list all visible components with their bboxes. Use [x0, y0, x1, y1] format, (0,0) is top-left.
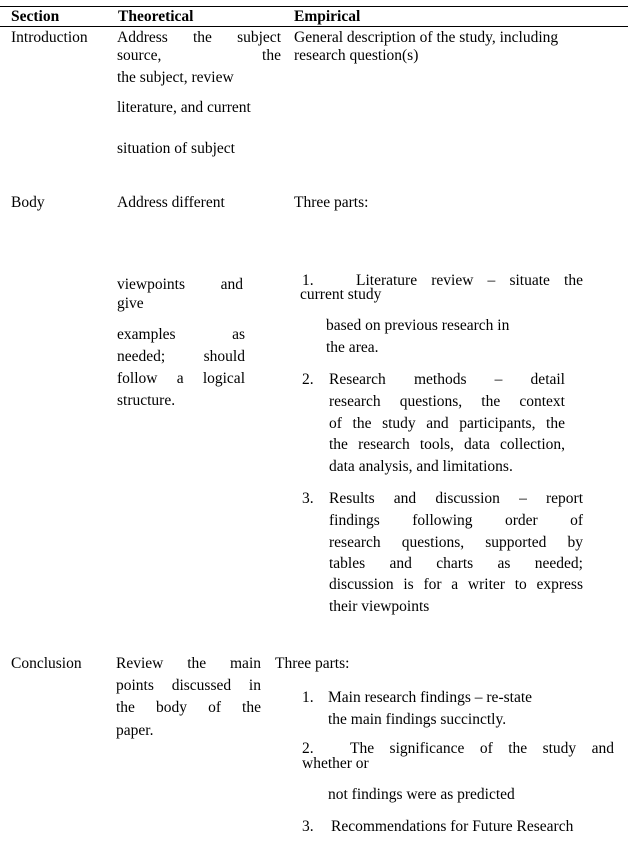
conclusion-theoretical-line-3: the body of the — [116, 699, 261, 716]
conclusion-section-label: Conclusion — [11, 655, 82, 672]
intro-theoretical-line-5: situation of subject — [117, 140, 235, 157]
body-section-label: Body — [11, 194, 45, 211]
body-item-3-line-2: findings following order of — [329, 512, 583, 529]
conclusion-item-2-line-3: not findings were as predicted — [328, 786, 515, 803]
conclusion-item-3-line-1: Recommendations for Future Research — [331, 818, 574, 835]
conclusion-empirical-intro: Three parts: — [275, 655, 350, 672]
body-item-2-number: 2. — [302, 371, 314, 388]
body-item-2-line-4: the research tools, data collection, — [329, 436, 565, 453]
body-item-3-line-4: tables and charts as needed; — [329, 555, 583, 572]
body-item-3-number: 3. — [302, 490, 314, 507]
body-theoretical-line-7: structure. — [117, 392, 176, 409]
conclusion-item-2-number: 2. — [302, 740, 314, 757]
body-item-3-line-1: Results and discussion – report — [329, 490, 583, 507]
body-item-2-line-1: Research methods – detail — [329, 371, 565, 388]
intro-section-label: Introduction — [11, 29, 88, 46]
conclusion-item-3-number: 3. — [302, 818, 314, 835]
conclusion-theoretical-line-2: points discussed in — [116, 677, 261, 694]
intro-theoretical-line-2: source, the — [117, 47, 281, 64]
intro-theoretical-line-3: the subject, review — [117, 69, 234, 86]
header-rule — [0, 26, 628, 27]
body-item-1-line-4: the area. — [326, 339, 379, 356]
header-empirical: Empirical — [294, 8, 361, 25]
conclusion-item-2-line-2: whether or — [302, 755, 369, 772]
intro-empirical-line-1: General description of the study, including — [294, 29, 559, 46]
header-section: Section — [11, 8, 60, 25]
body-item-1-line-1: Literature review – situate the — [356, 272, 583, 289]
conclusion-theoretical-line-1: Review the main — [116, 655, 261, 672]
body-item-3-line-5: discussion is for a writer to express — [329, 576, 583, 593]
top-rule — [0, 6, 628, 7]
conclusion-item-2-line-1: The significance of the study and — [350, 740, 614, 757]
body-theoretical-line-6: follow a logical — [117, 370, 245, 387]
body-item-1-line-3: based on previous research in — [326, 317, 510, 334]
header-theoretical: Theoretical — [118, 8, 194, 25]
body-empirical-intro: Three parts: — [294, 194, 369, 211]
body-item-2-line-2: research questions, the context — [329, 393, 565, 410]
body-item-1-line-2: current study — [300, 286, 382, 303]
body-theoretical-line-2: viewpoints and — [117, 276, 243, 293]
body-item-2-line-5: data analysis, and limitations. — [329, 458, 513, 475]
body-theoretical-line-3: give — [117, 295, 144, 312]
body-item-3-line-3: research questions, supported by — [329, 534, 583, 551]
body-theoretical-line-4: examples as — [117, 326, 245, 343]
body-item-2-line-3: of the study and participants, the — [329, 415, 565, 432]
conclusion-item-1-line-2: the main findings succinctly. — [328, 711, 507, 728]
body-theoretical-line-1: Address different — [117, 194, 225, 211]
conclusion-item-1-line-1: Main research findings – re-state — [328, 689, 533, 706]
body-item-3-line-6: their viewpoints — [329, 598, 430, 615]
conclusion-theoretical-line-4: paper. — [116, 722, 154, 739]
intro-theoretical-line-4: literature, and current — [117, 99, 251, 116]
body-item-1-number: 1. — [302, 272, 314, 289]
body-theoretical-line-5: needed; should — [117, 348, 245, 365]
conclusion-item-1-number: 1. — [302, 689, 314, 706]
intro-empirical-line-2: research question(s) — [294, 47, 419, 64]
intro-theoretical-line-1: Address the subject — [117, 29, 281, 46]
